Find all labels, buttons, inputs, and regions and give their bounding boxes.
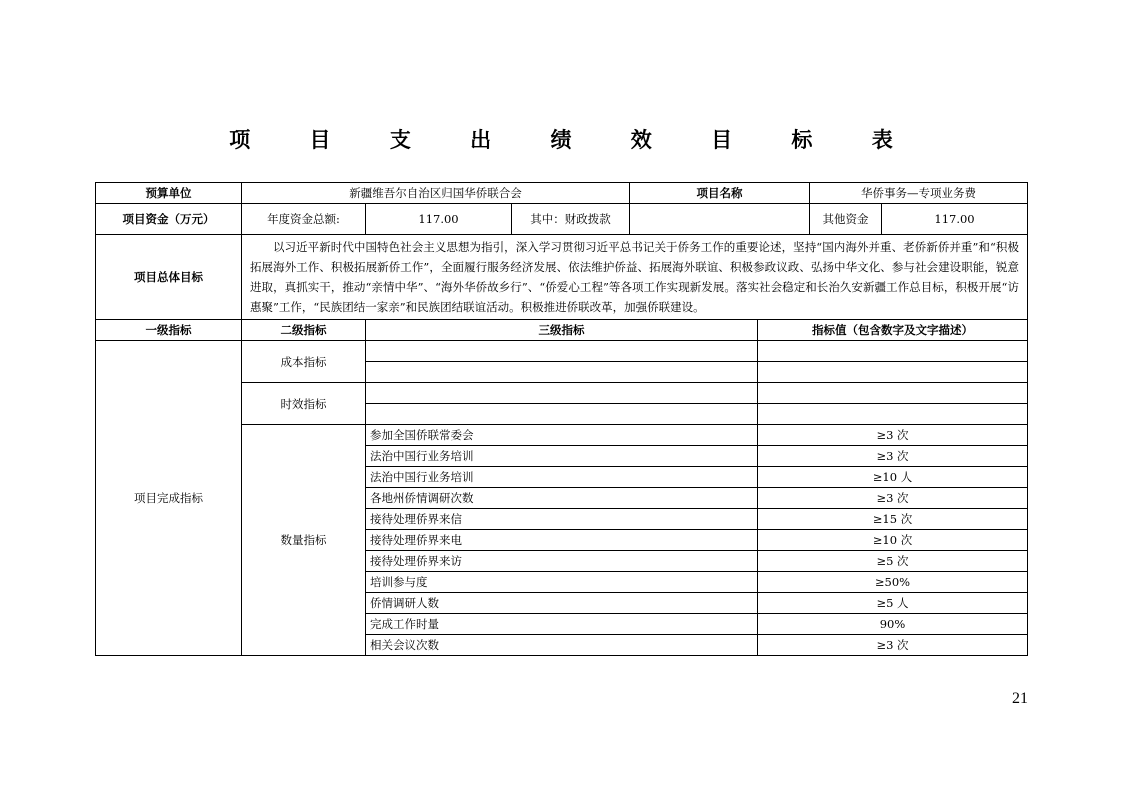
budget-unit-value: 新疆维吾尔自治区归国华侨联合会	[242, 183, 630, 204]
quantity-indicator-value: ≥50%	[758, 572, 1028, 593]
goal-row	[96, 235, 1028, 320]
time-indicator-label: 时效指标	[242, 383, 366, 425]
col-level3: 三级指标	[366, 320, 758, 341]
quantity-indicator-value: ≥3 次	[758, 425, 1028, 446]
quantity-indicator-value: ≥3 次	[758, 635, 1028, 656]
quantity-indicator-name: 相关会议次数	[366, 635, 758, 656]
time-indicator-name	[366, 383, 758, 404]
page-number: 21	[1012, 690, 1028, 707]
header-row	[96, 183, 1028, 204]
fiscal-value	[630, 204, 810, 235]
quantity-indicator-name: 接待处理侨界来信	[366, 509, 758, 530]
goal-label: 项目总体目标	[96, 235, 242, 320]
quantity-indicator-value: ≥10 人	[758, 467, 1028, 488]
project-name-label: 项目名称	[630, 183, 810, 204]
quantity-indicator-name: 完成工作时量	[366, 614, 758, 635]
column-header-row	[96, 320, 1028, 341]
quantity-indicator-name: 各地州侨情调研次数	[366, 488, 758, 509]
table-row	[96, 341, 1028, 362]
quantity-indicator-name: 法治中国行业务培训	[366, 467, 758, 488]
cost-indicator-value	[758, 362, 1028, 383]
time-indicator-value	[758, 383, 1028, 404]
quantity-indicator-name: 接待处理侨界来电	[366, 530, 758, 551]
col-level1: 一级指标	[96, 320, 242, 341]
quantity-indicator-name: 法治中国行业务培训	[366, 446, 758, 467]
cost-indicator-name	[366, 341, 758, 362]
col-value: 指标值（包含数字及文字描述）	[758, 320, 1028, 341]
quantity-indicator-value: ≥5 次	[758, 551, 1028, 572]
goal-text: 以习近平新时代中国特色社会主义思想为指引，深入学习贯彻习近平总书记关于侨务工作的重要论述，坚持“国内海外并重、老侨新侨并重”和“积极拓展海外工作、积极拓展新侨工作”，全面履行服务经济发展、依法维护侨益、拓展海外联谊、积极参政议政、弘扬中华文化、参与社会建设职能，锐意进取，真抓实干，推动“亲情中华”、“海外华侨故乡行”、“侨爱心工程”等各项工作实现新发展。落实社会稳定和长治久安新疆工作总目标，积极开展“访惠聚”工作，“民族团结一家亲”和民族团结联谊活动。积极推进侨联改革，加强侨联建设。	[242, 235, 1028, 320]
project-name-value: 华侨事务—专项业务费	[810, 183, 1028, 204]
cost-indicator-name	[366, 362, 758, 383]
quantity-indicator-value: ≥15 次	[758, 509, 1028, 530]
quantity-indicator-name: 侨情调研人数	[366, 593, 758, 614]
other-funds-value: 117.00	[882, 204, 1028, 235]
page-title: 项 目 支 出 绩 效 目 标 表	[229, 128, 919, 152]
annual-total-label: 年度资金总额:	[242, 204, 366, 235]
quantity-indicator-name: 培训参与度	[366, 572, 758, 593]
quantity-indicator-name: 参加全国侨联常委会	[366, 425, 758, 446]
quantity-indicator-label: 数量指标	[242, 425, 366, 656]
budget-unit-label: 预算单位	[96, 183, 242, 204]
other-funds-label: 其他资金	[810, 204, 882, 235]
quantity-indicator-value: ≥3 次	[758, 446, 1028, 467]
time-indicator-value	[758, 404, 1028, 425]
cost-indicator-label: 成本指标	[242, 341, 366, 383]
quantity-indicator-value: 90%	[758, 614, 1028, 635]
cost-indicator-value	[758, 341, 1028, 362]
funds-row	[96, 204, 1028, 235]
time-indicator-name	[366, 404, 758, 425]
quantity-indicator-value: ≥5 人	[758, 593, 1028, 614]
quantity-indicator-value: ≥10 次	[758, 530, 1028, 551]
performance-table	[95, 182, 1028, 656]
funds-label: 项目资金（万元）	[96, 204, 242, 235]
quantity-indicator-value: ≥3 次	[758, 488, 1028, 509]
annual-total-value: 117.00	[366, 204, 512, 235]
level1-cell: 项目完成指标	[96, 341, 242, 656]
quantity-indicator-name: 接待处理侨界来访	[366, 551, 758, 572]
col-level2: 二级指标	[242, 320, 366, 341]
fiscal-label: 其中：财政拨款	[512, 204, 630, 235]
